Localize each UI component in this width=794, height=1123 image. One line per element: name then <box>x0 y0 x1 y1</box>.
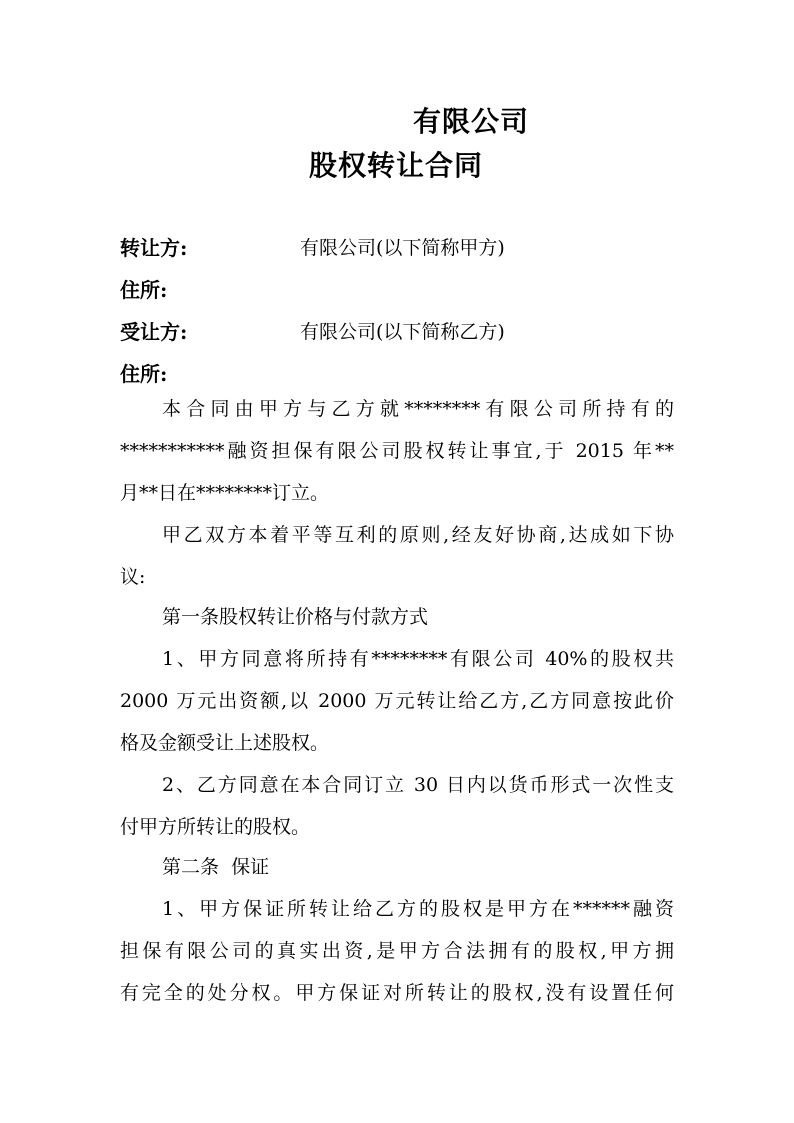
transferor-label: 转让方: <box>120 236 188 260</box>
intro-line-2: ***********融资担保有限公司股权转让事宜,于 2015 年** <box>120 440 674 462</box>
article-2-clause-1-line-2: 担保有限公司的真实出资,是甲方合法拥有的股权,甲方拥 <box>120 940 674 962</box>
agreement-line-2: 议: <box>120 566 146 588</box>
article-1-clause-1-line-3: 格及金额受让上述股权。 <box>120 732 330 754</box>
transferee-value: 有限公司(以下简称乙方) <box>300 321 505 343</box>
article-2-clause-1-line-1: 1、甲方保证所转让给乙方的股权是甲方在******融资 <box>162 898 674 920</box>
article-1-clause-1-line-1: 1、甲方同意将所持有********有限公司 40%的股权共 <box>162 648 674 670</box>
contract-title: 股权转让合同 <box>309 149 484 182</box>
article-2-heading: 第二条 保证 <box>162 856 270 878</box>
transferor-value: 有限公司(以下简称甲方) <box>300 237 505 259</box>
article-1-clause-1-line-2: 2000 万元出资额,以 2000 万元转让给乙方,乙方同意按此价 <box>120 690 674 712</box>
intro-line-3: 月**日在********订立。 <box>120 482 330 504</box>
article-2-clause-1-line-3: 有完全的处分权。甲方保证对所转让的股权,没有设置任何 <box>120 982 674 1004</box>
agreement-line-1: 甲乙双方本着平等互利的原则,经友好协商,达成如下协 <box>162 524 674 546</box>
company-title: 有限公司 <box>413 105 530 138</box>
transferee-label: 受让方: <box>120 320 188 344</box>
article-1-heading: 第一条股权转让价格与付款方式 <box>162 606 429 628</box>
article-1-clause-2-line-2: 付甲方所转让的股权。 <box>120 816 311 838</box>
transferee-address-label: 住所: <box>120 362 168 386</box>
intro-line-1: 本合同由甲方与乙方就********有限公司所持有的 <box>162 398 674 420</box>
article-1-clause-2-line-1: 2、乙方同意在本合同订立 30 日内以货币形式一次性支 <box>162 774 674 796</box>
transferor-address-label: 住所: <box>120 278 168 302</box>
